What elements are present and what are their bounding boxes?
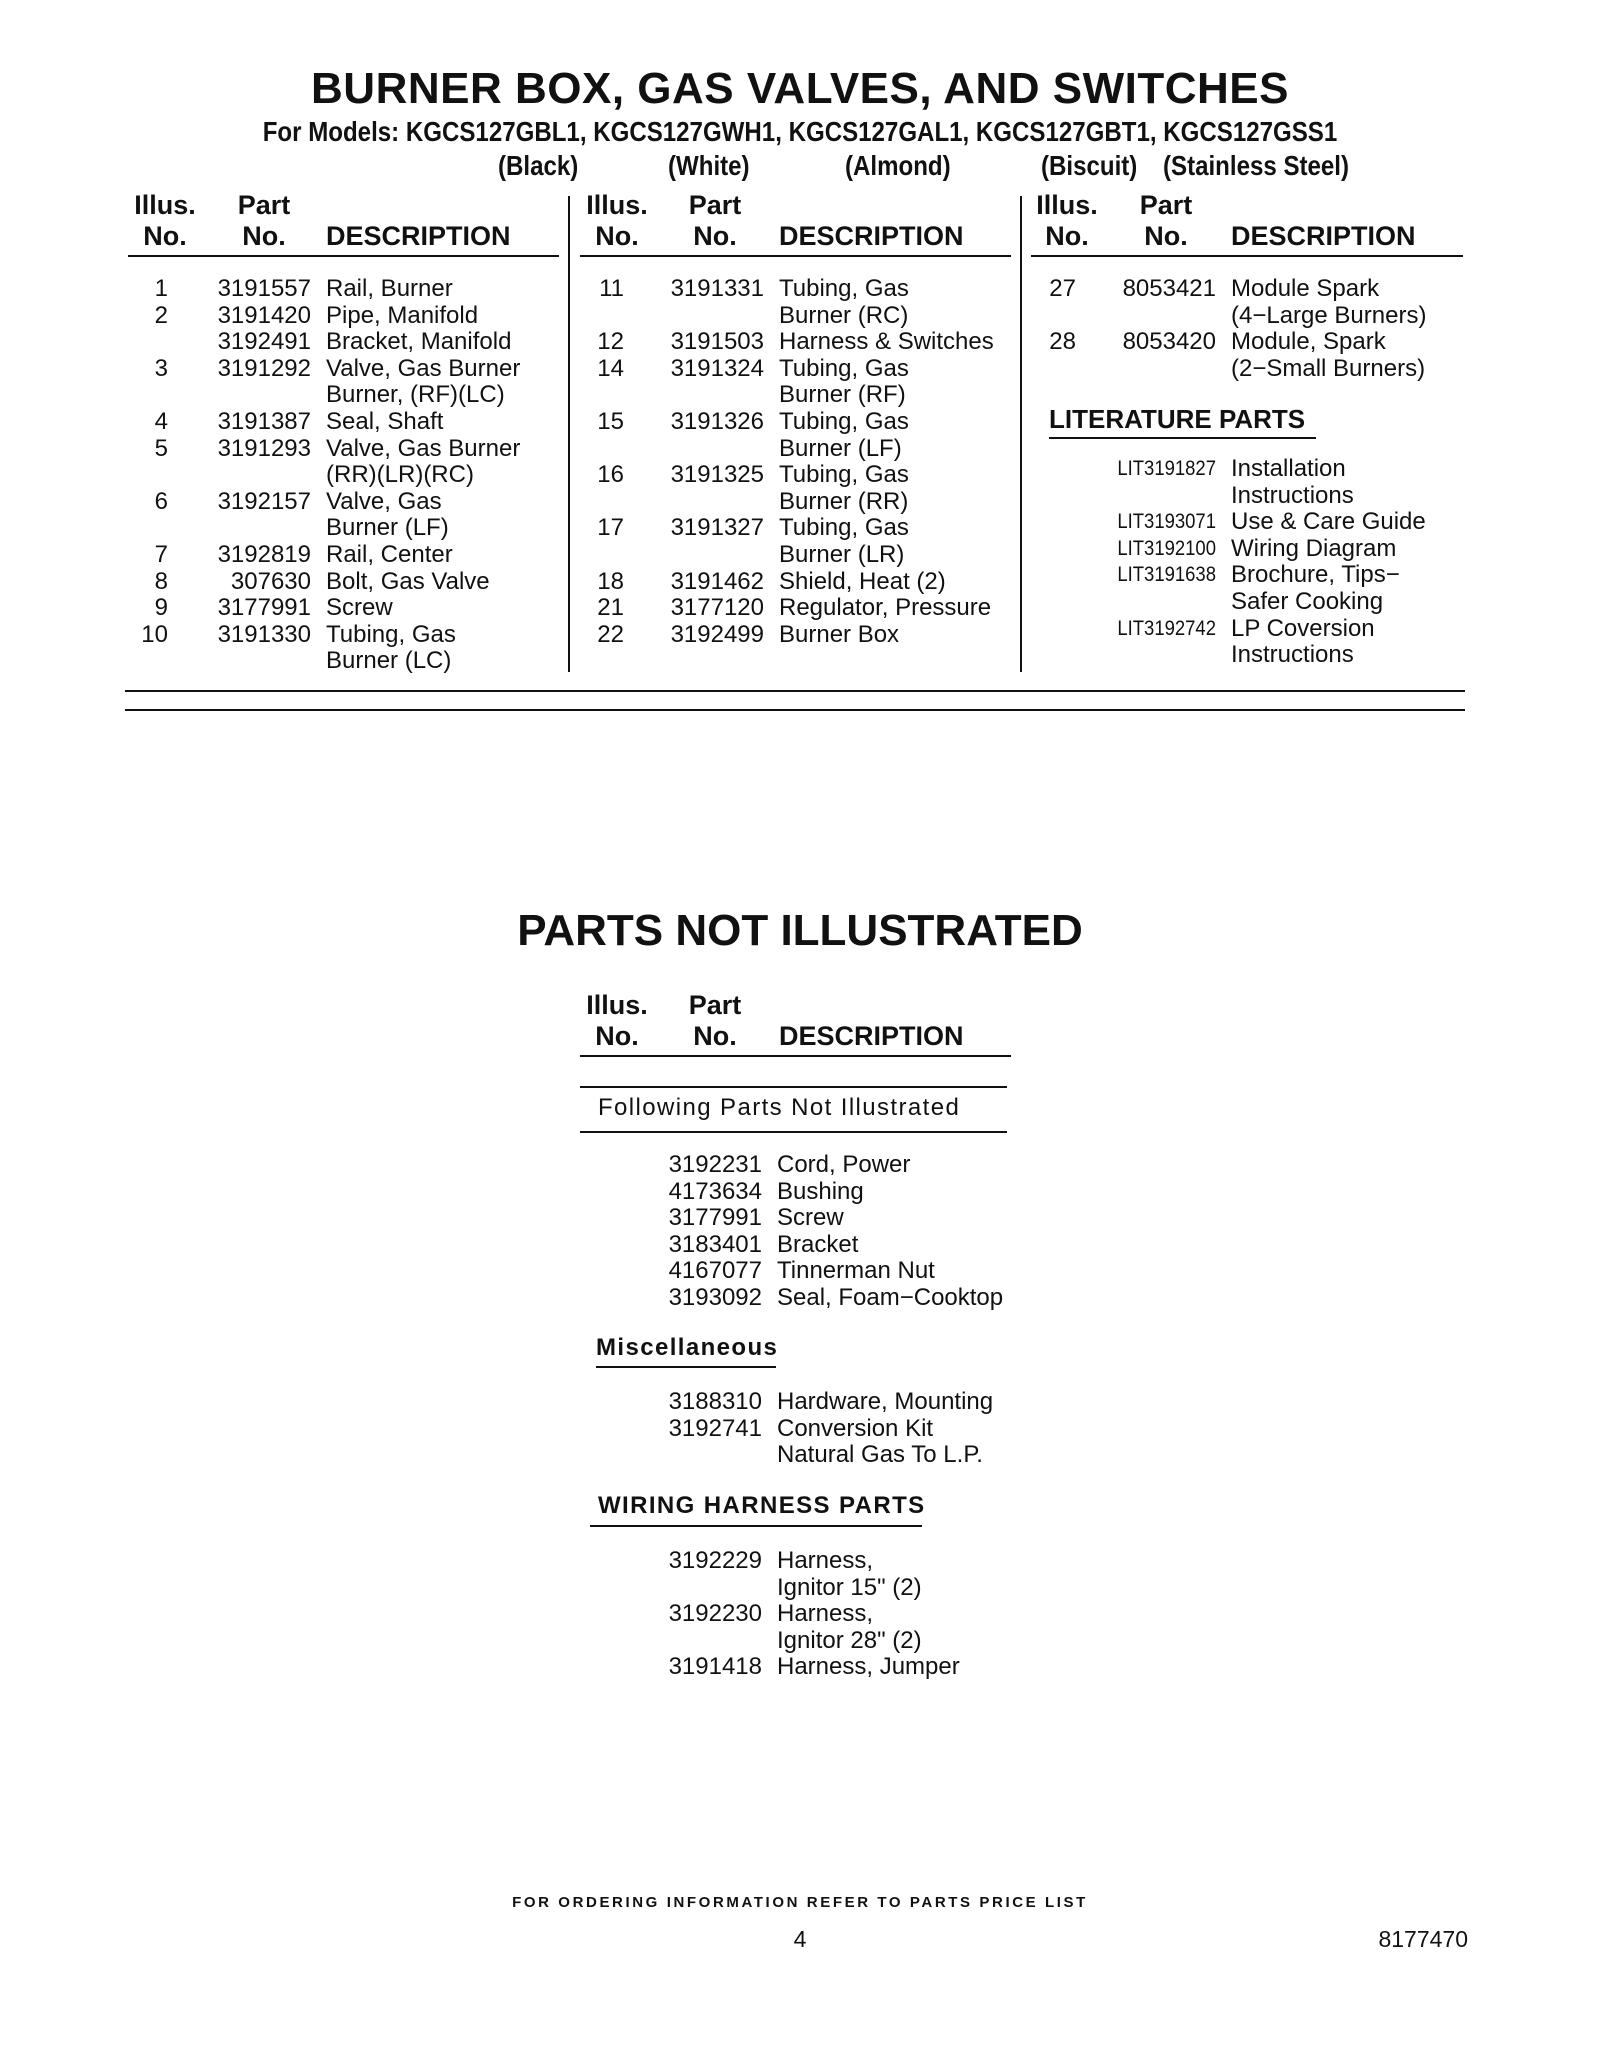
illus-number: 16 [597,461,624,489]
part-number: 4173634 [668,1177,762,1205]
part-description: LP Coversion [1231,614,1375,642]
part-description: Installation [1231,455,1346,482]
illus-number: 7 [154,540,168,568]
part-number: 3192491 [217,328,311,356]
part-number: 3192741 [668,1414,762,1442]
part-description: Brochure, Tips− [1231,561,1400,589]
illus-header-bottom: No. [595,1021,639,1051]
part-description: Shield, Heat (2) [779,567,946,595]
miscellaneous-label: Miscellaneous [596,1334,779,1361]
illus-header-top: Illus. [1036,190,1098,220]
part-description: Regulator, Pressure [779,594,992,622]
part-number: 3177120 [670,594,764,622]
part-description: Conversion Kit [777,1414,934,1442]
part-number: 3191325 [670,461,764,489]
part-number: LIT3191638 [1117,563,1216,587]
part-description: Tubing, Gas [779,514,909,542]
part-number: LIT3191827 [1117,457,1216,480]
description-header: DESCRIPTION [1231,221,1416,251]
illus-number: 8 [154,567,168,595]
part-number: 3191418 [668,1653,762,1681]
part-description: Ignitor 15" (2) [777,1573,922,1601]
part-description: Use & Care Guide [1231,508,1426,536]
illus-number: 22 [597,620,624,648]
header-underline-2 [580,255,1011,257]
part-description: Screw [777,1204,844,1232]
part-number: 3191292 [217,354,311,382]
following-top-rule [580,1086,1007,1088]
part-number: LIT3193071 [1117,510,1216,534]
part-description: Natural Gas To L.P. [777,1441,983,1469]
illus-number: 3 [154,354,168,382]
part-number: LIT3192742 [1117,616,1216,640]
illus-number: 21 [597,594,624,622]
part-number: 8053420 [1122,328,1216,356]
illus-number: 4 [154,407,168,435]
part-number: 3193092 [668,1283,762,1311]
part-number: 3192230 [668,1600,762,1628]
illus-header-top: Illus. [586,990,648,1020]
description-header: DESCRIPTION [779,221,964,251]
part-number: 3192229 [668,1547,762,1574]
not-illustrated-header-underline [580,1055,1011,1057]
part-description: Screw [326,594,393,622]
part-number: 3188310 [668,1388,762,1415]
illus-number: 5 [154,434,168,462]
illus-header-top: Illus. [586,190,648,220]
ordering-note: FOR ORDERING INFORMATION REFER TO PARTS PRICE LIST [512,1894,1088,1911]
illus-header-top: Illus. [134,190,196,220]
illus-number: 6 [154,487,168,515]
color-black: (Black) [498,150,579,181]
part-description: Burner (LC) [326,647,452,675]
part-description: Valve, Gas [326,487,442,515]
part-description: Cord, Power [777,1151,911,1178]
part-number: 3191324 [670,354,764,382]
part-description: Wiring Diagram [1231,534,1397,562]
part-header-top: Part [237,190,291,220]
miscellaneous-underline [596,1366,776,1368]
illus-header-bottom: No. [595,221,639,251]
color-stainless: (Stainless Steel) [1163,150,1350,181]
illus-header-bottom: No. [1045,221,1089,251]
part-description: Bushing [777,1177,864,1205]
part-description: Burner (LR) [779,540,905,568]
column-divider-2 [1020,196,1022,672]
part-description: Harness, [777,1547,874,1574]
part-description: Burner (LF) [326,514,449,542]
part-number: 3177991 [217,594,311,622]
part-description: Valve, Gas Burner [326,354,521,382]
part-header-bottom: No. [693,221,737,251]
part-description: Bracket [777,1230,859,1258]
not-illustrated-title: PARTS NOT ILLUSTRATED [517,906,1083,955]
color-white: (White) [668,150,750,181]
part-description: Module Spark [1231,275,1380,302]
part-header-top: Part [688,990,742,1020]
following-parts-label: Following Parts Not Illustrated [598,1094,961,1121]
part-number: 3191293 [217,434,311,462]
part-number: 3191330 [217,620,311,648]
part-description: Pipe, Manifold [326,301,479,329]
part-number: 3191557 [217,275,311,302]
part-number: 3177991 [668,1204,762,1232]
document-number: 8177470 [1378,1926,1468,1952]
part-description: (4−Large Burners) [1231,301,1427,329]
part-description: (RR)(LR)(RC) [326,461,474,489]
illus-number: 12 [597,328,624,356]
part-header-top: Part [688,190,742,220]
literature-underline [1049,437,1316,439]
models-line: For Models: KGCS127GBL1, KGCS127GWH1, KGCS127GAL1, KGCS127GBT1, KGCS127GSS1 [262,116,1338,147]
part-number: 3191420 [217,301,311,329]
part-description: Ignitor 28" (2) [777,1626,922,1654]
part-description: Rail, Center [326,540,453,568]
header-underline-3 [1031,255,1463,257]
illus-number: 28 [1049,328,1076,356]
wiring-harness-label: WIRING HARNESS PARTS [598,1492,926,1519]
description-header: DESCRIPTION [326,221,511,251]
part-header-bottom: No. [242,221,286,251]
part-number: 3191326 [670,407,764,435]
page-number: 4 [793,1926,807,1952]
part-description: Tinnerman Nut [777,1257,935,1285]
wiring-harness-underline [590,1525,922,1527]
part-description: Rail, Burner [326,275,453,302]
page-title: BURNER BOX, GAS VALVES, AND SWITCHES [311,64,1289,113]
part-number: 3183401 [668,1230,762,1258]
table-bottom-rule [125,690,1465,692]
part-description: Bracket, Manifold [326,328,512,356]
part-number: 8053421 [1122,275,1216,302]
part-description: Burner, (RF)(LC) [326,381,505,409]
part-header-bottom: No. [693,1021,737,1051]
illus-number: 18 [597,567,624,595]
part-number: 3191503 [670,328,764,356]
following-bottom-rule [580,1131,1007,1133]
part-description: Valve, Gas Burner [326,434,521,462]
illus-number: 10 [141,620,168,648]
part-description: Module, Spark [1231,328,1386,356]
part-number: 4167077 [668,1257,762,1285]
part-description: Burner (LF) [779,434,902,462]
part-description: Burner (RR) [779,487,909,515]
illus-number: 15 [597,407,624,435]
part-number: 3192157 [217,487,311,515]
color-almond: (Almond) [845,150,951,181]
part-description: Safer Cooking [1231,587,1384,615]
header-underline-1 [128,255,559,257]
table-bottom-rule-2 [125,709,1465,711]
part-number: 3192231 [668,1151,762,1178]
part-description: (2−Small Burners) [1231,354,1426,382]
column-divider-1 [568,196,570,672]
illus-number: 9 [154,594,168,622]
part-number: 3191331 [670,275,764,302]
part-description: Burner Box [779,620,900,648]
part-header-top: Part [1139,190,1193,220]
part-description: Burner (RC) [779,301,909,329]
illus-number: 14 [597,354,624,382]
illus-number: 17 [597,514,624,542]
part-description: Tubing, Gas [326,620,456,648]
illus-number: 11 [599,275,624,302]
part-description: Instructions [1231,481,1354,509]
literature-parts-label: LITERATURE PARTS [1049,404,1306,434]
part-description: Tubing, Gas [779,354,909,382]
part-description: Seal, Foam−Cooktop [777,1283,1004,1311]
illus-header-bottom: No. [143,221,187,251]
illus-number: 1 [154,275,168,302]
illus-number: 27 [1049,275,1076,302]
part-number: 3192499 [670,620,764,648]
part-description: Harness & Switches [779,328,994,356]
part-description: Seal, Shaft [326,407,444,435]
part-description: Bolt, Gas Valve [326,567,490,595]
illus-number: 2 [154,301,168,329]
part-number: 307630 [230,567,311,595]
part-number: LIT3192100 [1117,536,1216,560]
part-header-bottom: No. [1144,221,1188,251]
part-description: Hardware, Mounting [777,1388,994,1415]
part-description: Instructions [1231,641,1354,669]
part-description: Tubing, Gas [779,275,909,302]
part-number: 3192819 [217,540,311,568]
part-number: 3191462 [670,567,764,595]
part-number: 3191387 [217,407,311,435]
part-description: Harness, [777,1600,874,1628]
part-description: Tubing, Gas [779,461,909,489]
part-description: Tubing, Gas [779,407,909,435]
part-description: Burner (RF) [779,381,906,409]
part-description: Harness, Jumper [777,1653,960,1681]
description-header: DESCRIPTION [779,1021,964,1051]
part-number: 3191327 [670,514,764,542]
color-biscuit: (Biscuit) [1041,150,1138,181]
